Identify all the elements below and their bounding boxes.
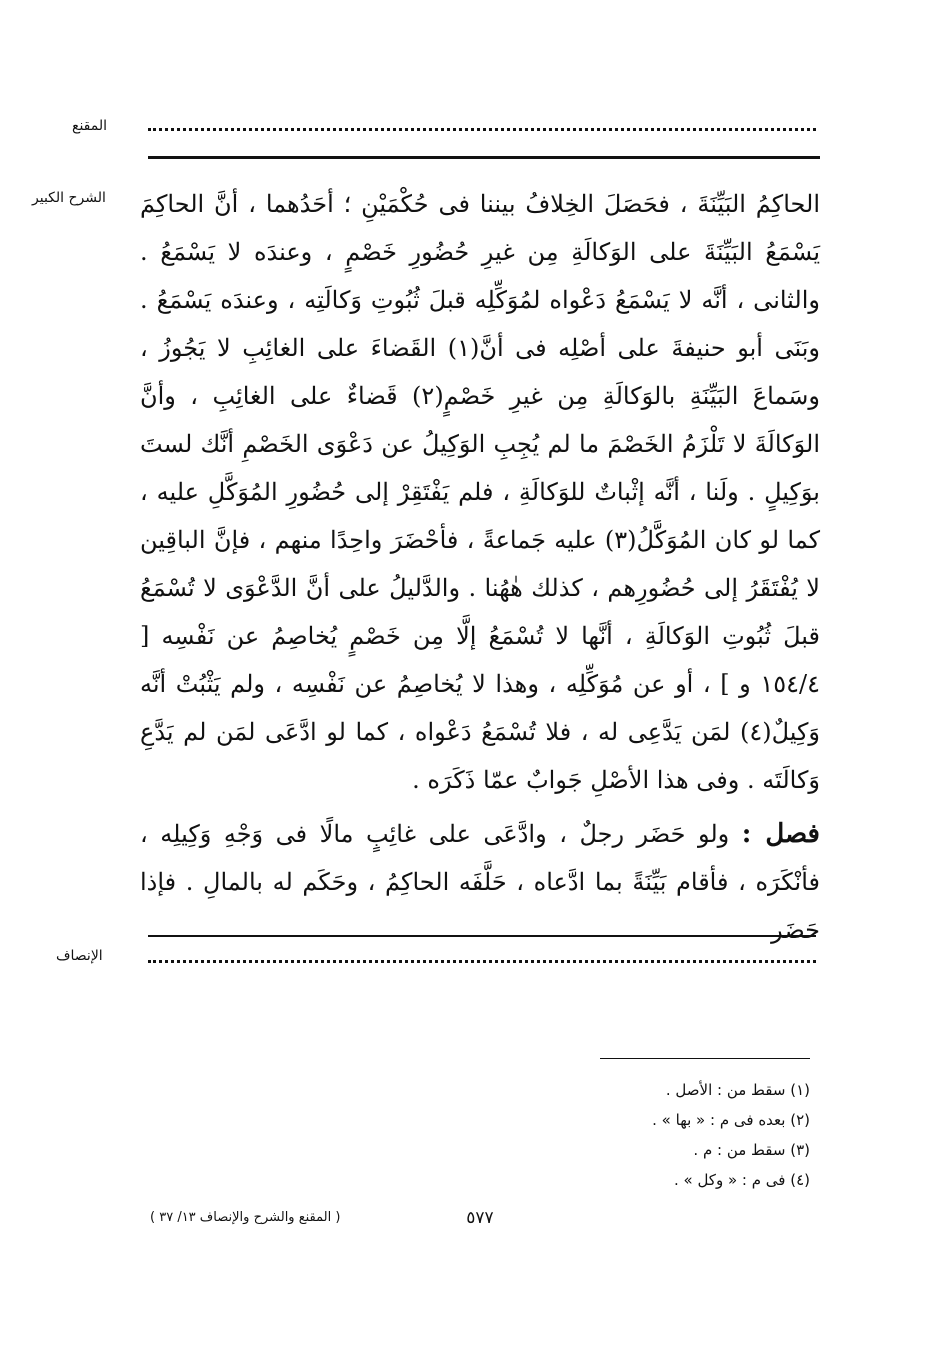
paragraph-2 — [140, 810, 820, 954]
footnotes-list — [500, 1075, 810, 1195]
fasl-heading: فصل : — [741, 819, 820, 849]
main-text — [140, 180, 820, 954]
footnote-4: (٤) فى م : « وكل » . — [673, 1171, 810, 1189]
paragraph-2-text: ولو حَضَر رجلٌ ، وادَّعَى على غائِبٍ مالًا فى وَجْهِ وَكِيلِه ، فأنْكَرَه ، فأقام بَيِّنَةً بما ادَّعاه ، حَلَّفَه الحاكِمُ ، وحَكَم له بالمالِ . فإذا حَضَر — [140, 820, 820, 944]
insaf-label: الإنصاف — [56, 948, 103, 964]
footnote-2: (٢) بعده فى م : « بها » . — [652, 1111, 810, 1129]
muqni-dotted-line — [148, 128, 816, 131]
muqni-label: المقنع — [72, 118, 108, 134]
sharh-label: الشرح الكبير — [32, 190, 106, 206]
source-reference: ( المقنع والشرح والإنصاف ١٣/ ٣٧ ) — [150, 1210, 341, 1225]
footnote-3: (٣) سقط من : م . — [693, 1141, 810, 1159]
insaf-dotted-line — [148, 960, 816, 963]
page-number: ٥٧٧ — [466, 1208, 494, 1228]
paragraph-1: الحاكِمُ البَيِّنَةَ ، فحَصَلَ الخِلافُ بيننا فى حُكْمَيْنِ ؛ أحَدُهما ، أنَّ الحاكِمَ يَسْمَعُ البَيِّنَةَ على الوَكالَةِ مِن غيرِ حُضُورِ خَصْمٍ ، وعندَه لا يَسْمَعُ . والثانى ، أنَّه لا يَسْمَعُ دَعْواه لمُوَكِّلِه قبلَ ثُبُوتِ وَكالَتِه ، وعندَه يَسْمَعُ . وبَنَى أبو حنيفةَ على أصْلِه فى أنَّ(١) القَضاءَ على الغائِبِ لا يَجُوزُ ، وسَماعَ البَيِّنَةِ بالوَكالَةِ مِن غيرِ خَصْمٍ(٢) قَضاءٌ على الغائِبِ ، وأنَّ الوَكالَةَ لا تَلْزَمُ الخَصْمَ ما لم يُجِبِ الوَكِيلُ عن دَعْوَى الخَصْمِ أنَّك لستَ بوَكِيلٍ . ولَنا ، أنَّه إثْباتٌ للوَكالَةِ ، فلم يَفْتَقِرْ إلى حُضُورِ المُوَكَّلِ عليه ، كما لو كان المُوَكَّلُ(٣) عليه جَماعةً ، فأحْضَرَ واحِدًا منهم ، فإنَّ الباقِين لا يُفْتَقَرُ إلى حُضُورِهم ، كذلك هٰهُنا . والدَّليلُ على أنَّ الدَّعْوَى لا تُسْمَعُ قبلَ ثُبُوتِ الوَكالَةِ ، أنَّها لا تُسْمَعُ إلَّا مِن خَصْمٍ يُخاصِمُ عن نَفْسِه [ ١٥٤/٤ و ] ، أو عن مُوَكِّلِه ، وهذا لا يُخاصِمُ عن نَفْسِه ، ولم يَثْبُتْ أنَّه وَكِيلٌ(٤) لمَن يَدَّعِى له ، فلا تُسْمَعُ دَعْواه ، كما لو ادَّعَى لمَن لم يَدَّعِ وَكالَتَه . وفى هذا الأصْلِ جَوابٌ عمّا ذَكَرَه . — [140, 190, 821, 794]
header-rule — [148, 156, 820, 159]
footnote-separator — [600, 1058, 810, 1059]
footer-rule — [148, 935, 816, 937]
footnote-1: (١) سقط من : الأصل . — [665, 1081, 810, 1099]
